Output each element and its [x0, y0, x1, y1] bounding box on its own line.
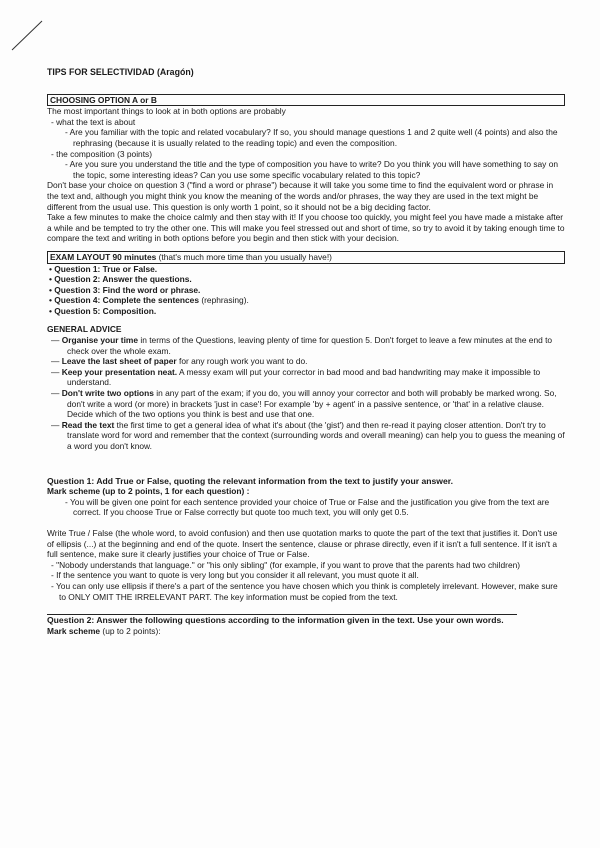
advice-item: — Read the text the first time to get a general idea of what it's about (the 'gist') and then re-read it paying closer attention. Don't try to translate word for word and remember that the context (surrounding words and overall meaning) can help you to guess the meaning of a word you don't know.: [51, 419, 565, 451]
advice-item: — Organise your time in terms of the Questions, leaving plenty of time for question 5. Don't forget to leave a few minutes at the end to check over the whole exam.: [51, 335, 553, 356]
exam-layout-heading-note: (that's much more time than you usually have!): [156, 251, 332, 262]
exam-layout-item: • Question 2: Answer the questions.: [49, 274, 192, 285]
general-advice-list: [47, 335, 565, 452]
document-body: [47, 67, 565, 636]
question-1-heading: Question 1: Add True or False, quoting the relevant information from the text to justify your answer.: [47, 475, 454, 486]
choosing-intro: The most important things to look at in both options are probably: [47, 106, 286, 117]
exam-layout-item: • Question 4: Complete the sentences (rephrasing).: [49, 295, 249, 306]
question-1-examples: [47, 560, 565, 602]
page-title: TIPS FOR SELECTIVIDAD (Aragón): [47, 67, 194, 77]
question-2-section: [47, 614, 517, 636]
example-item: - You can only use ellipsis if there's a part of the sentence you have chosen which you think is completely irrelevant. However, make sure to ONLY OMIT THE IRRELEVANT PART. The key information must be copied from the text.: [51, 580, 558, 602]
example-item: - If the sentence you want to quote is very long but you consider it all relevant, you must quote it all.: [51, 570, 419, 581]
text-label: - what the text is about: [51, 116, 136, 127]
advice-item: — Leave the last sheet of paper for any rough work you want to do.: [51, 356, 308, 367]
pen-stroke-mark: [8, 18, 48, 54]
exam-layout-item: • Question 3: Find the word or phrase.: [49, 284, 201, 295]
choice-paragraph-1: Don't base your choice on question 3 ("find a word or phrase") because it will take you some time to find the equivalent word or phrase in the text and, although you might think you know the meaning of the words and/or phrases, the way they are used in the text might be different from the usual use. This question is only worth 1 point, so it should not be a big deciding factor.: [47, 180, 554, 212]
choice-paragraph-2: Take a few minutes to make the choice calmly and then stay with it! If you choose too quickly, you might feel you have made a mistake after a while and be tempted to try the other one. This will make you feel stressed out and short of time, so try to avoid it by taking enough time to compare the text and writing in both options before you begin and then stick with your decision.: [47, 212, 565, 244]
general-advice-heading: GENERAL ADVICE: [47, 324, 122, 335]
exam-layout-list: [47, 264, 565, 317]
question-1-mark-scheme: Mark scheme (up to 2 points, 1 for each question) :: [47, 486, 250, 497]
question-2-mark-scheme: Mark scheme (up to 2 points):: [47, 625, 161, 636]
exam-layout-heading: [47, 251, 565, 264]
question-1-mark-list: [47, 497, 565, 518]
composition-label: - the composition (3 points): [51, 148, 153, 159]
question-1-paragraph: Write True / False (the whole word, to avoid confusion) and then use quotation marks to quote the part of the text that justifies it. Don't use of ellipsis (...) at the beginning and end of the quote. Insert the sentence, clause or phrase directly, even if it isn't a full sentence. If it isn't a full sentence, make sure it clearly justifies your choice of True or False.: [47, 527, 558, 560]
text-point: - Are you familiar with the topic and related vocabulary? If so, you should manage questions 1 and 2 quite well (4 points) and also the rephrasing (because it is usually related to the reading topic) and even the composition.: [65, 127, 558, 148]
example-item: - "Nobody understands that language." or "his only sibling" (for example, if you want to prove that the parents had two children): [51, 559, 521, 570]
exam-layout-item: • Question 5: Composition.: [49, 305, 157, 316]
mark-point: - You will be given one point for each sentence provided your choice of True or False and the justification you give from the text are correct. If you choose True or False correctly but quote too much text, you will only get 0.5.: [65, 496, 550, 518]
question-2-heading: Question 2: Answer the following questions according to the information given in the text. Use your own words.: [47, 615, 504, 626]
choosing-heading: CHOOSING OPTION A or B: [47, 94, 565, 107]
composition-point: - Are you sure you understand the title and the type of composition you have to write? Do you think you will have something to say on the topic, some interesting ideas? Can you use some specific vocabulary related to this topic?: [65, 159, 559, 180]
exam-layout-heading-bold: EXAM LAYOUT 90 minutes: [50, 251, 157, 262]
advice-item: — Don't write two options in any part of the exam; if you do, you will annoy your corrector and both will probably be marked wrong. So, don't write a word (or more) in brackets 'just in case'! For example 'by + agent' in a passive sentence, or 'that' in a relative clause. Decide which of the two options you think is best and use that one.: [51, 388, 557, 420]
advice-item: — Keep your presentation neat. A messy exam will put your corrector in bad mood and bad handwriting may make it impossible to understand.: [51, 366, 541, 388]
exam-layout-item: • Question 1: True or False.: [49, 263, 158, 274]
